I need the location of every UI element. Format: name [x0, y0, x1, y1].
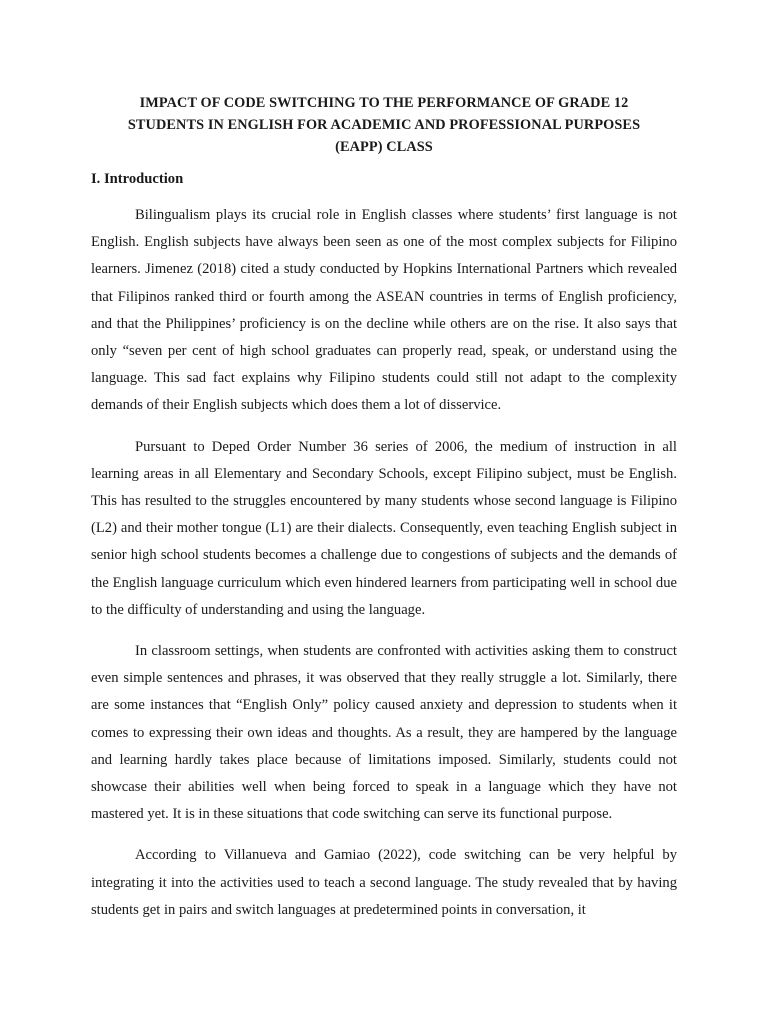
title-line-3: (EAPP) CLASS: [335, 139, 433, 155]
title-line-1: IMPACT OF CODE SWITCHING TO THE PERFORMANCE OF GRADE 12: [139, 95, 629, 111]
paragraph-3: In classroom settings, when students are confronted with activities asking them to construct even simple sentences and phrases, it was observed that they really struggle a lot. Similarly, there are some instances that “English Only” policy caused anxiety and depression to students when it comes to expressing their own ideas and thoughts. As a result, they are hampered by the language and learning hardly takes place because of limitations imposed. Similarly, students could not showcase their abilities well when being forced to speak in a language which they have not mastered yet. It is in these situations that code switching can serve its functional purpose.: [91, 643, 677, 823]
document-title: [91, 92, 677, 158]
paragraph-2: Pursuant to Deped Order Number 36 series of 2006, the medium of instruction in all learning areas in all Elementary and Secondary Schools, except Filipino subject, must be English. This has resulted to the struggles encountered by many students whose second language is Filipino (L2) and their mother tongue (L1) are their dialects. Consequently, even teaching English subject in senior high school students becomes a challenge due to congestions of subjects and the demands of the English language curriculum which even hindered learners from participating well in school due to the difficulty of understanding and using the language.: [91, 438, 677, 618]
section-heading: I. Introduction: [91, 171, 184, 187]
title-line-2: STUDENTS IN ENGLISH FOR ACADEMIC AND PROFESSIONAL PURPOSES: [127, 117, 641, 133]
paragraph-1: Bilingualism plays its crucial role in English classes where students’ first language is not English. English subjects have always been seen as one of the most complex subjects for Filipino learners. Jimenez (2018) cited a study conducted by Hopkins International Partners which revealed that Filipinos ranked third or fourth among the ASEAN countries in terms of English proficiency, and that the Philippines’ proficiency is on the decline while others are on the rise. It also says that only “seven per cent of high school graduates can properly read, speak, or understand using the language. This sad fact explains why Filipino students could still not adapt to the complexity demands of their English subjects which does them a lot of disservice.: [91, 207, 677, 414]
document-page: [91, 92, 677, 924]
paragraph-4: According to Villanueva and Gamiao (2022), code switching can be very helpful by integrating it into the activities used to teach a second language. The study revealed that by having students get in pairs and switch languages at predetermined points in conversation, it: [91, 847, 677, 918]
